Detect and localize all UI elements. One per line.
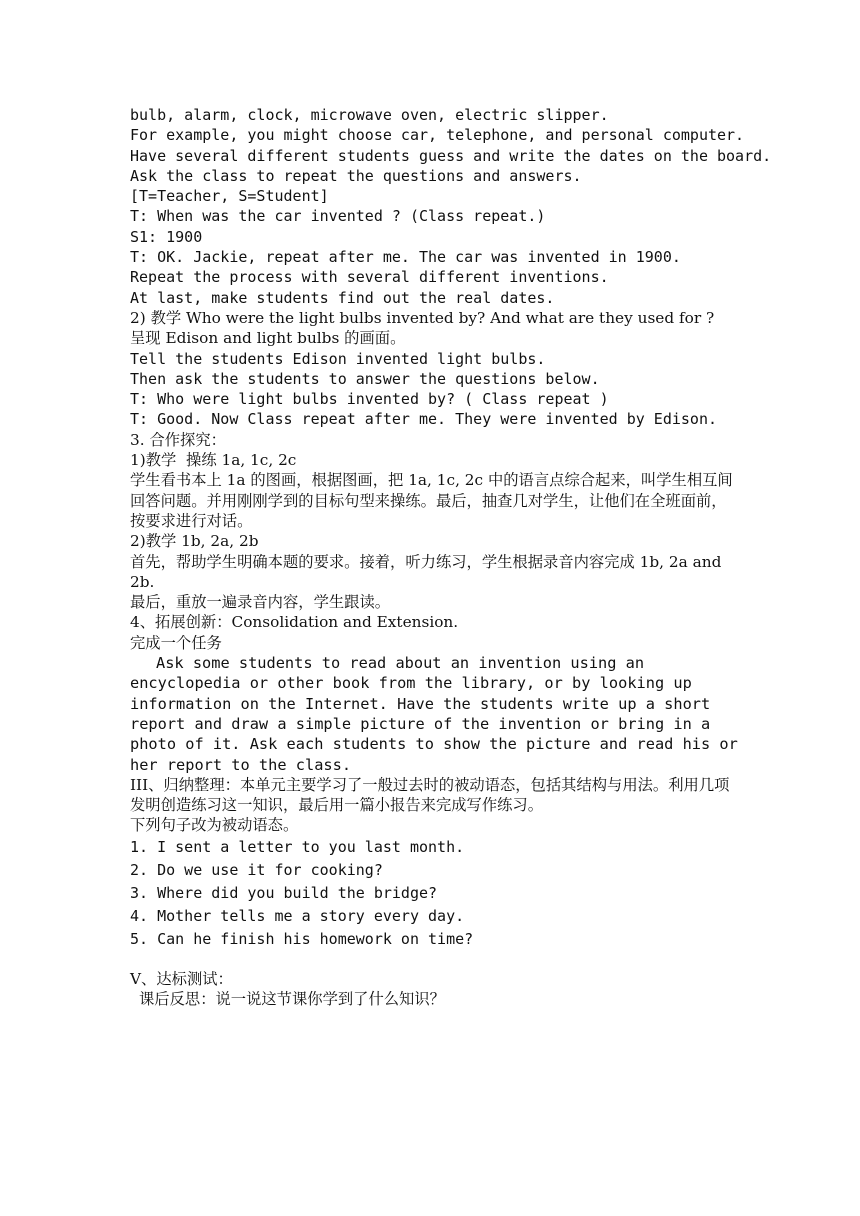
exercise-item: 4. Mother tells me a story every day. xyxy=(130,906,465,925)
paragraph xyxy=(130,653,740,775)
text-line: 下列句子改为被动语态。 xyxy=(130,816,299,835)
text-line: 1)教学 操练 1a, 1c, 2c xyxy=(130,451,297,470)
exercise-item: 3. Where did you build the bridge? xyxy=(130,883,438,902)
text-line: T: Who were light bulbs invented by? ( Class repeat ) xyxy=(130,390,609,409)
text-line: Repeat the process with several different inventions. xyxy=(130,268,609,287)
exercise-item: 1. I sent a letter to you last month. xyxy=(130,837,465,856)
text-line: T: OK. Jackie, repeat after me. The car was invented in 1900. xyxy=(130,248,681,267)
text-line: For example, you might choose car, telephone, and personal computer. xyxy=(130,126,745,145)
text-line: Then ask the students to answer the questions below. xyxy=(130,369,600,388)
text-line: 呈现 Edison and light bulbs 的画面。 xyxy=(130,329,406,348)
paragraph: 学生看书本上 1a 的图画，根据图画，把 1a, 1c, 2c 中的语言点综合起来，叫学生相互间回答问题。并用刚刚学到的目标句型来操练。最后，抽查几对学生，让他们在全班面前，按要求进行对话。 xyxy=(130,471,733,530)
document-body xyxy=(130,105,772,1009)
text-line: T: When was the car invented ? (Class repeat.) xyxy=(130,207,546,226)
text-line: 2)教学 1b, 2a, 2b xyxy=(130,532,259,551)
text-line: [T=Teacher, S=Student] xyxy=(130,187,329,206)
task-paragraph-text: Ask some students to read about an invention using an encyclopedia or other book from the library, or by looking up information on the Internet. Have the students write up a short report and draw a simple picture of the invention or bring in a photo of it. Ask each students to show the picture and read his or her report to the class. xyxy=(130,654,738,774)
text-line: Have several different students guess and write the dates on the board. xyxy=(130,146,772,165)
text-line: 课后反思：说一说这节课你学到了什么知识？ xyxy=(139,989,445,1008)
section-heading: 3. 合作探究： xyxy=(130,430,226,449)
text-line: 2) 教学 Who were the light bulbs invented by? And what are they used for ? xyxy=(130,308,715,327)
spacer xyxy=(130,951,740,969)
text-line: T: Good. Now Class repeat after me. They were invented by Edison. xyxy=(130,410,717,429)
text-line: 完成一个任务 xyxy=(130,633,222,652)
text-line: Tell the students Edison invented light bulbs. xyxy=(130,349,546,368)
exercise-item: 5. Can he finish his homework on time? xyxy=(130,929,474,948)
text-line: bulb, alarm, clock, microwave oven, electric slipper. xyxy=(130,106,609,124)
section-heading: V、达标测试： xyxy=(130,969,233,988)
paragraph: III、归纳整理：本单元主要学习了一般过去时的被动语态，包括其结构与用法。利用几项发明创造练习这一知识，最后用一篇小报告来完成写作练习。 xyxy=(130,775,730,815)
paragraph: 首先，帮助学生明确本题的要求。接着，听力练习，学生根据录音内容完成 1b, 2a and 2b. xyxy=(130,552,722,591)
text-line: S1: 1900 xyxy=(130,227,203,246)
section-heading: 4、拓展创新：Consolidation and Extension. xyxy=(130,613,459,632)
text-line: At last, make students find out the real dates. xyxy=(130,288,555,307)
text-line: 最后，重放一遍录音内容，学生跟读。 xyxy=(130,593,391,612)
text-line: Ask the class to repeat the questions and answers. xyxy=(130,166,582,185)
exercise-item: 2. Do we use it for cooking? xyxy=(130,860,383,879)
